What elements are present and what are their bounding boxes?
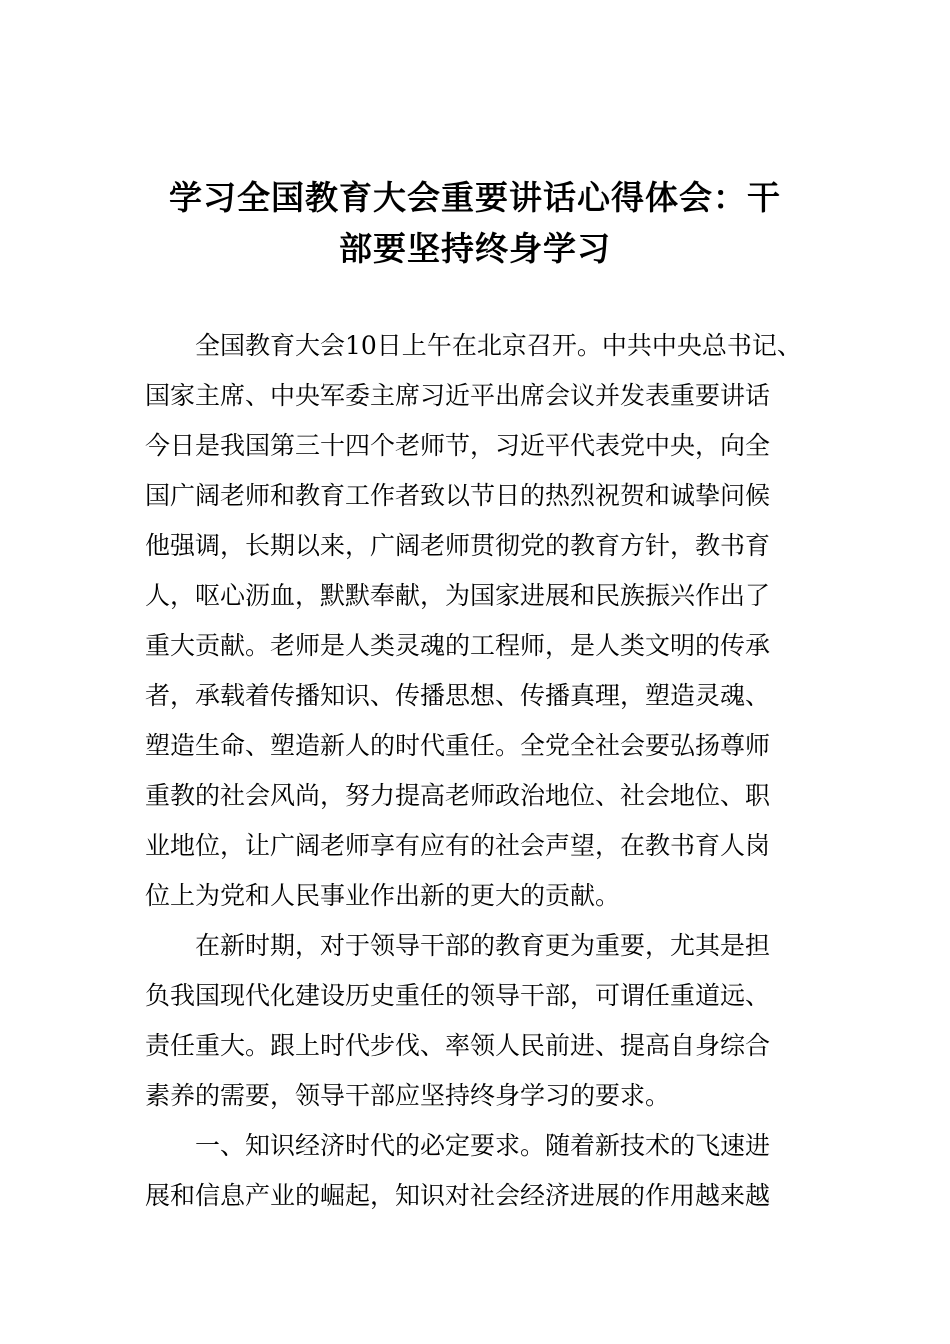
body-line-9: 塑造生命、塑造新人的时代重任。全党全社会要弘扬尊师 (145, 731, 771, 760)
body-line-11: 业地位，让广阔老师享有应有的社会声望，在教书育人岗 (145, 831, 771, 860)
body-line-1: 全国教育大会10日上午在北京召开。中共中央总书记、 (145, 331, 802, 360)
body-line-16: 素养的需要，领导干部应坚持终身学习的要求。 (145, 1081, 671, 1110)
body-line-15: 责任重大。跟上时代步伐、率领人民前进、提高自身综合 (145, 1031, 771, 1060)
body-line-8: 者，承载着传播知识、传播思想、传播真理，塑造灵魂、 (145, 681, 771, 710)
body-line-17: 一、知识经济时代的必定要求。随着新技术的飞速进 (145, 1131, 771, 1160)
body-line-3: 今日是我国第三十四个老师节，习近平代表党中央，向全 (145, 431, 771, 460)
body-line-13: 在新时期，对于领导干部的教育更为重要，尤其是担 (145, 931, 771, 960)
body-line-5: 他强调，长期以来，广阔老师贯彻党的教育方针，教书育 (145, 531, 771, 560)
body-line-14: 负我国现代化建设历史重任的领导干部，可谓任重道远、 (145, 981, 771, 1010)
body-line-7: 重大贡献。老师是人类灵魂的工程师，是人类文明的传承 (145, 631, 771, 660)
body-line-18: 展和信息产业的崛起，知识对社会经济进展的作用越来越 (145, 1181, 771, 1210)
body-line-10: 重教的社会风尚，努力提高老师政治地位、社会地位、职 (145, 781, 771, 810)
title-line-2: 部要坚持终身学习 (339, 229, 611, 268)
body-line-4: 国广阔老师和教育工作者致以节日的热烈祝贺和诚挚问候 (145, 481, 771, 510)
body-line-2: 国家主席、中央军委主席习近平出席会议并发表重要讲话 (145, 381, 771, 410)
body-line-6: 人，呕心沥血，默默奉献，为国家进展和民族振兴作出了 (145, 581, 771, 610)
body-line-12: 位上为党和人民事业作出新的更大的贡献。 (145, 881, 621, 910)
document-title (145, 172, 805, 274)
title-line-1: 学习全国教育大会重要讲话心得体会：干 (169, 178, 781, 217)
